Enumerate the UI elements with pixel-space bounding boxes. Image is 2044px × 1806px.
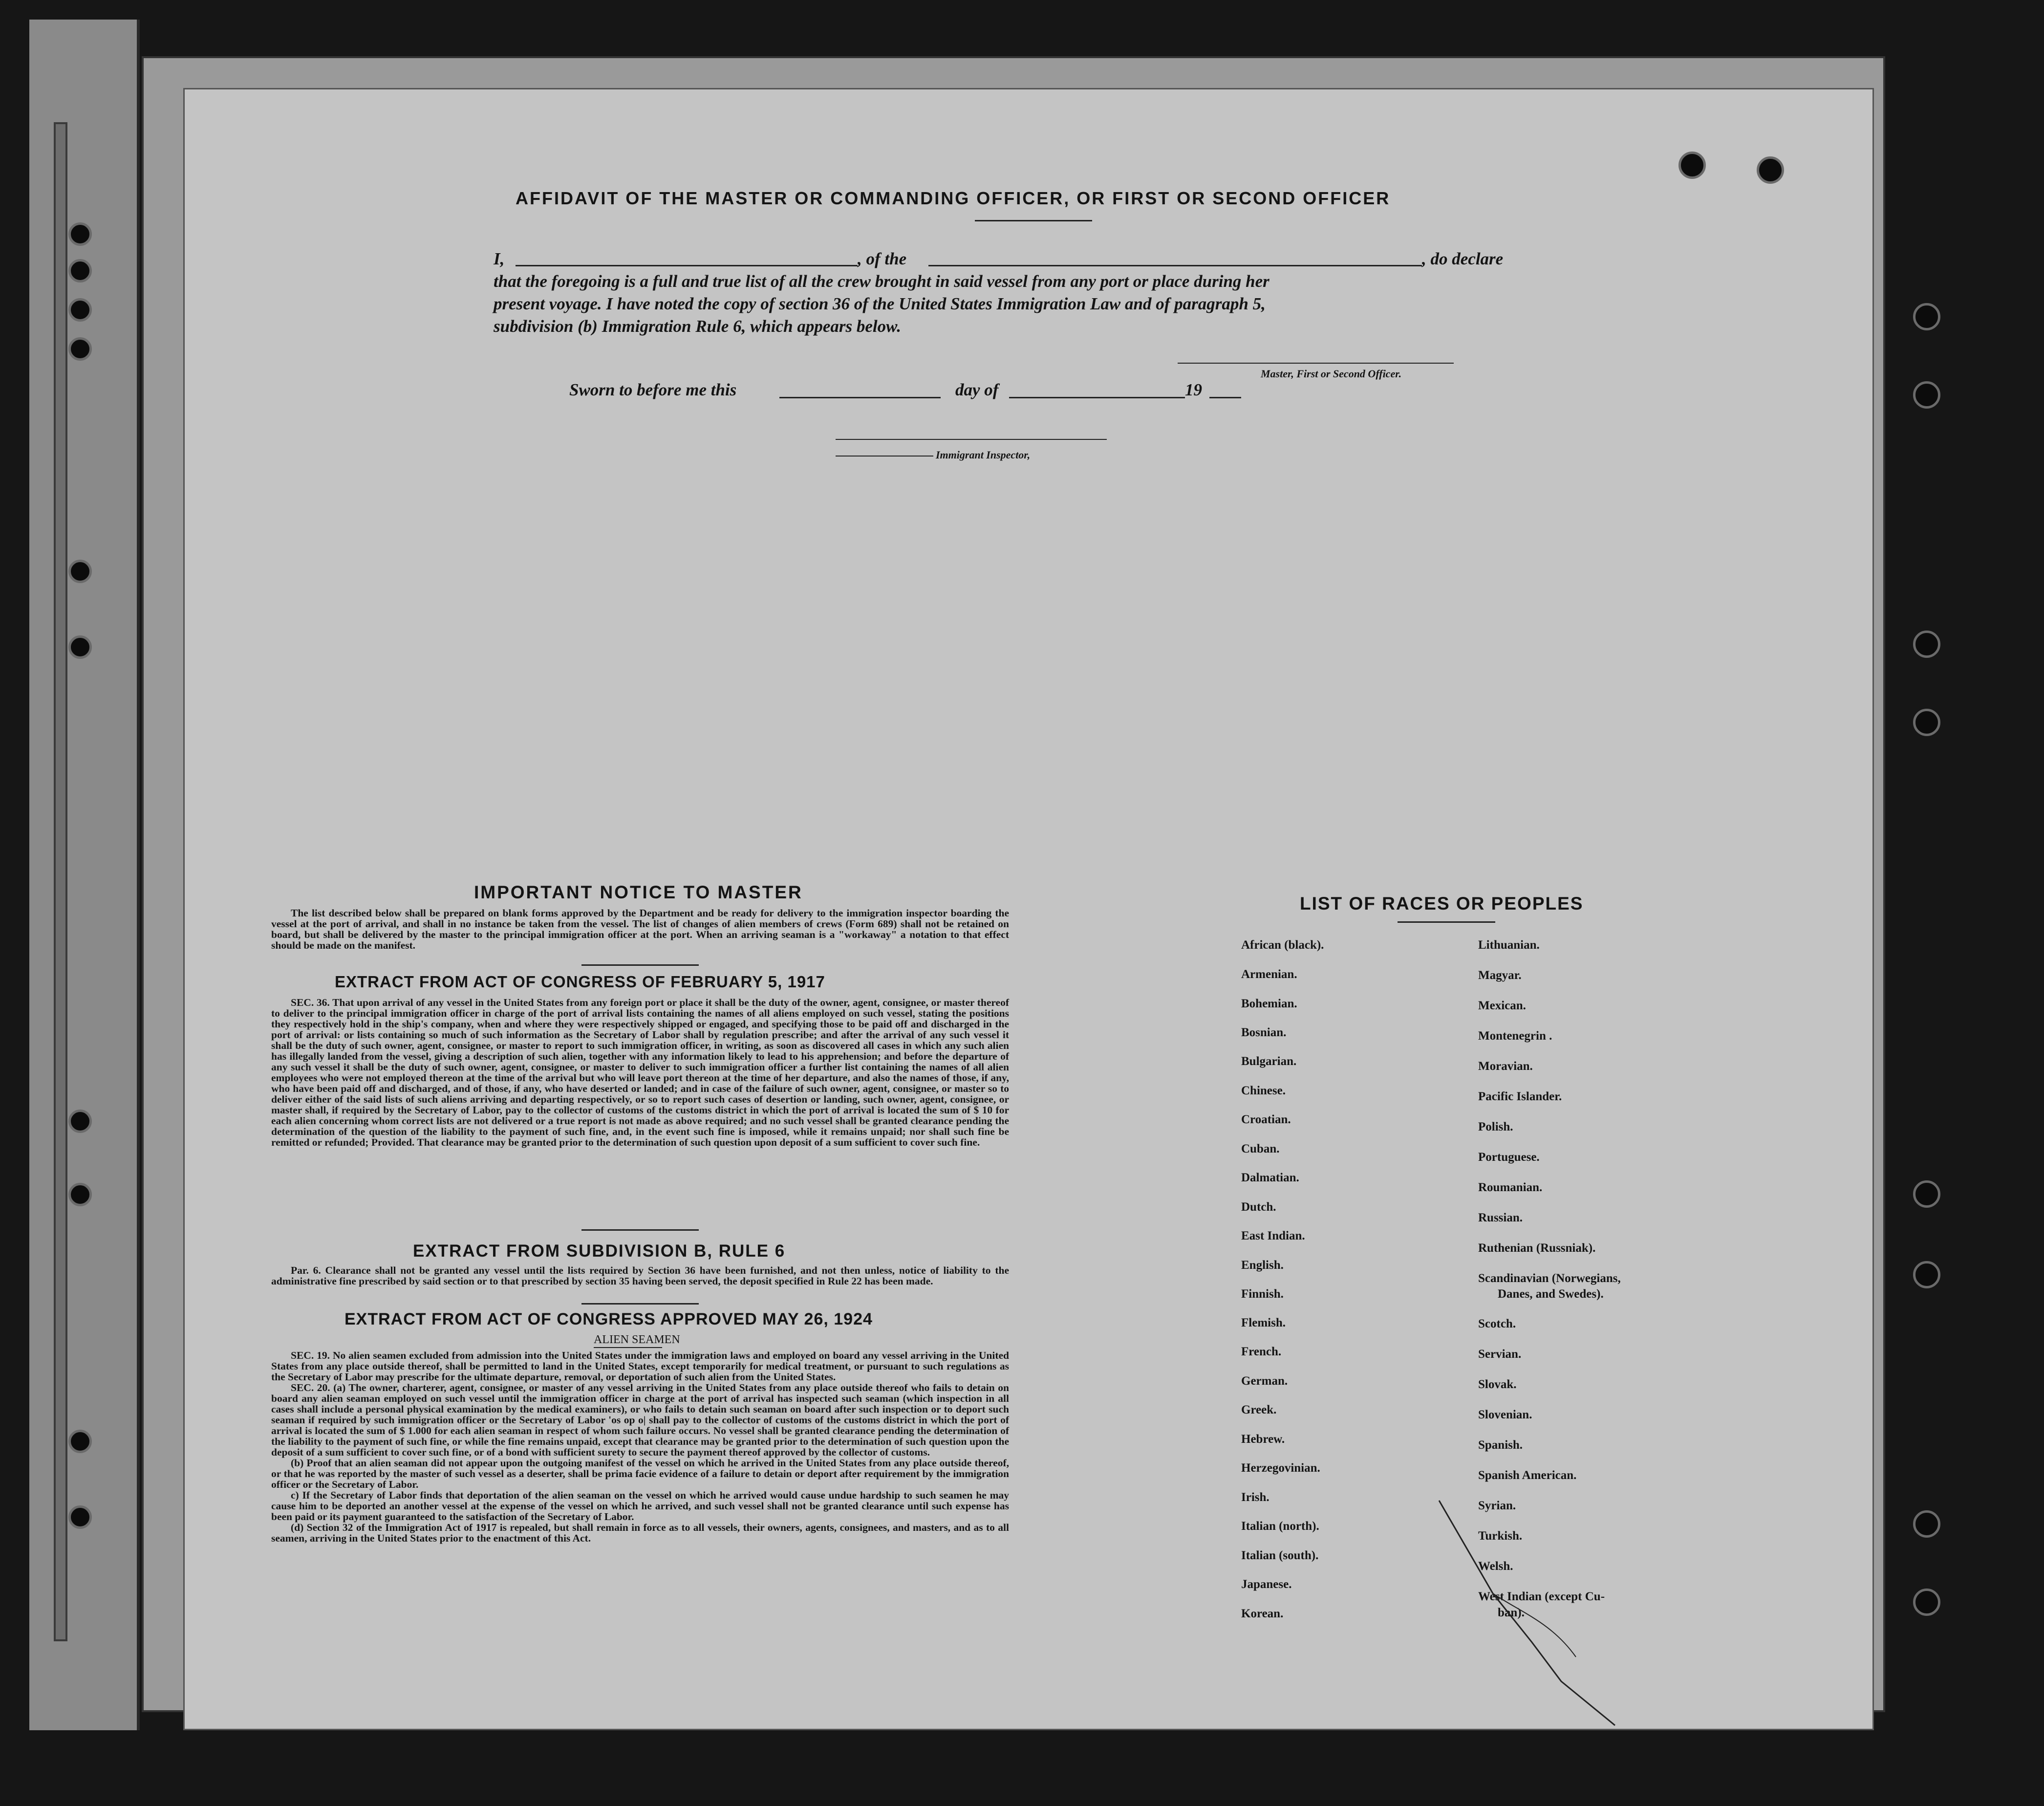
race-item: Irish. xyxy=(1241,1491,1269,1504)
punch-hole-icon xyxy=(68,222,92,246)
signature-line[interactable] xyxy=(1178,363,1454,364)
extract-1917-divider xyxy=(581,1229,699,1231)
races-title-underline xyxy=(1398,921,1495,923)
race-item: Polish. xyxy=(1478,1120,1513,1133)
race-item: Italian (north). xyxy=(1241,1520,1319,1533)
race-item: Flemish. xyxy=(1241,1316,1286,1329)
race-item: Montenegrin . xyxy=(1478,1029,1552,1043)
race-item: Roumanian. xyxy=(1478,1181,1543,1194)
race-item: Armenian. xyxy=(1241,968,1297,981)
punch-hole-icon xyxy=(68,1505,92,1529)
race-item: West Indian (except Cu- xyxy=(1478,1590,1605,1603)
year-prefix: 19 xyxy=(1185,380,1202,399)
signature-label: Master, First or Second Officer. xyxy=(1261,368,1402,380)
race-item: Scotch. xyxy=(1478,1317,1516,1330)
extract-1917-text xyxy=(271,997,1009,1148)
race-item: Syrian. xyxy=(1478,1499,1516,1512)
race-item: Servian. xyxy=(1478,1348,1522,1361)
punch-hole-icon xyxy=(68,298,92,322)
punch-hole-icon xyxy=(68,635,92,659)
race-item: Turkish. xyxy=(1478,1529,1523,1543)
race-item: Pacific Islander. xyxy=(1478,1090,1562,1103)
alien-seamen-subtitle: ALIEN SEAMEN xyxy=(594,1333,680,1346)
rule-6-title: EXTRACT FROM SUBDIVISION B, RULE 6 xyxy=(413,1241,786,1261)
rule-6-text xyxy=(271,1265,1009,1286)
inspector-label: Immigrant Inspector, xyxy=(936,449,1031,461)
race-item: Herzegovinian. xyxy=(1241,1461,1320,1475)
race-item: Scandinavian (Norwegians, xyxy=(1478,1272,1621,1285)
punch-hole-icon xyxy=(1757,156,1784,184)
extract-1917-title: EXTRACT FROM ACT OF CONGRESS OF FEBRUARY 5, 1917 xyxy=(335,973,825,991)
punch-hole-icon xyxy=(1913,1588,1940,1616)
punch-hole-icon xyxy=(68,1110,92,1133)
punch-hole-icon xyxy=(1913,303,1940,330)
vessel-blank-line[interactable] xyxy=(928,265,1422,266)
affidavit-line-4: subdivision (b) Immigration Rule 6, which appears below. xyxy=(494,317,901,336)
punch-hole-icon xyxy=(1913,381,1940,409)
sec-20b-paragraph: (b) Proof that an alien seaman did not appear upon the outgoing manifest of the vessel on which he arrived in the United States from any place outside thereof, or that he was reported by the master of such vessel as a deserter, shall be prima facie evidence of a failure to detain or deport after requirement by the immigration officer or the Secretary of Labor. xyxy=(271,1457,1009,1490)
extract-1924-title: EXTRACT FROM ACT OF CONGRESS APPROVED MAY 26, 1924 xyxy=(344,1310,873,1328)
race-item: Italian (south). xyxy=(1241,1549,1319,1562)
race-item: French. xyxy=(1241,1345,1282,1358)
sworn-day-blank[interactable] xyxy=(779,397,941,398)
sec-19-paragraph: SEC. 19. No alien seamen excluded from admission into the United States under the immigration laws and employed on board any vessel arriving in the United States from any place outside thereof, shall be permitted to land in the United States, except temporarily for medical treatment, or pursuant to such regulations as the Secretary of Labor may prescribe for the ultimate departure, removal, or deportation of such alien from the United States. xyxy=(271,1349,1009,1383)
section-36-paragraph: SEC. 36. That upon arrival of any vessel in the United States from any foreign port or place it shall be the duty of the owner, agent, consignee, or master thereof to deliver to the principal immigration officer in charge of the port of arrival lists containing the names of all aliens employed on such vessel, stating the positions they respectively hold in the ship's company, when and where they were respectively shipped or engaged, and specifying those to be paid off and discharged in the port of arrival: or lists containing so much of such information as the Secretary of Labor shall by regulation prescribe; and after the arrival of any such vessel it shall be the duty of such owner, agent, consignee, or master to report to such immigration officer, in writing, as soon as discovered all cases in which any such alien has illegally landed from the vessel, giving a description of such alien, together with any information likely to lead to his apprehension; and before the departure of any such vessel it shall be the duty of such owner, agent, consignee, or master to deliver to such immigration officer a further list containing the names of all alien employees who were not employed thereon at the time of the arrival but who will leave port thereon at the time of her departure, and also the names of those, if any, who have been paid off and discharged, and of those, if any, who have deserted or landed; and in case of the failure of such owner, agent, consignee, or master so to deliver either of the said lists of such aliens arriving and departing respectively, or so to report such cases of desertion or landing, such owner, agent, consignee, or master shall, if required by the Secretary of Labor, pay to the collector of customs of the customs district in which the port of arrival is located the sum of $ 10 for each alien concerning whom correct lists are not delivered or a true report is not made as above required; and no such vessel shall be granted clearance pending the determination of the question of the liability to the payment of such fine, and, in the event such fine is imposed, while it remains unpaid; nor shall such fine be remitted or refunded; Provided. That clearance may be granted prior to the determination of such question upon deposit of a sum sufficient to cover such fine. xyxy=(271,997,1009,1148)
affidavit-of-the: , of the xyxy=(858,249,907,268)
race-item: Slovak. xyxy=(1478,1378,1517,1391)
month-blank[interactable] xyxy=(1009,397,1185,398)
punch-hole-icon xyxy=(1913,1180,1940,1208)
punch-hole-icon xyxy=(1913,709,1940,736)
race-item: Spanish. xyxy=(1478,1438,1523,1452)
race-item: East Indian. xyxy=(1241,1229,1305,1242)
race-item: Japanese. xyxy=(1241,1578,1292,1591)
punch-hole-icon xyxy=(68,337,92,361)
affidavit-line-2: that the foregoing is a full and true list of all the crew brought in said vessel from any port or place during her xyxy=(494,272,1269,291)
race-item: Dutch. xyxy=(1241,1200,1276,1214)
document-page xyxy=(183,88,1874,1730)
race-item: Cuban. xyxy=(1241,1142,1280,1155)
name-blank-line[interactable] xyxy=(516,265,858,266)
notice-divider xyxy=(581,964,699,966)
race-item: Portuguese. xyxy=(1478,1151,1540,1164)
race-item: German. xyxy=(1241,1374,1288,1388)
notice-title: IMPORTANT NOTICE TO MASTER xyxy=(474,882,803,902)
extract-1924-text xyxy=(271,1350,1009,1544)
day-of-text: day of xyxy=(955,380,999,399)
rule-6-paragraph: Par. 6. Clearance shall not be granted any vessel until the lists required by Section 36 have been furnished, and not then unless, notice of liability to the administrative fine prescribed by said section or to that prescribed by section 35 having been served, the deposit specified in Rule 22 has been made. xyxy=(271,1264,1009,1287)
race-item: Bohemian. xyxy=(1241,997,1297,1010)
punch-hole-icon xyxy=(1678,152,1706,179)
race-item: Magyar. xyxy=(1478,969,1522,982)
affidavit-line-3: present voyage. I have noted the copy of section 36 of the United States Immigration Law and of paragraph 5, xyxy=(494,294,1266,313)
race-item: Russian. xyxy=(1478,1211,1523,1224)
punch-hole-icon xyxy=(1913,1510,1940,1538)
race-item: Chinese. xyxy=(1241,1084,1286,1097)
race-item: Mexican. xyxy=(1478,999,1526,1012)
punch-hole-icon xyxy=(68,1430,92,1453)
race-item: Hebrew. xyxy=(1241,1433,1285,1446)
races-title: LIST OF RACES OR PEOPLES xyxy=(1300,893,1584,914)
sec-20a-paragraph: SEC. 20. (a) The owner, charterer, agent, consignee, or master of any vessel arriving in the United States from any place outside thereof who fails to detain on board any alien seaman employed on such vessel until the immigration officer in charge at the port of arrival has inspected such seaman (which inspection in all cases shall include a personal physical examination by the medical examiners), or who fails to detain such seaman on board after such inspection or to deport such seaman if required by such immigration officer or the Secretary of Labor 'os op o| shall pay to the collector of customs of the customs district in which the port of arrival is located the sum of $ 1.000 for each alien seaman in respect of whom such failure occurs. No vessel shall be granted clearance pending the determination of the liability to the payment of such fine, or while the fine remains unpaid, except that clearance may be granted prior to the determination of such question upon the deposit of a sum sufficient to cover such fine, or of a bond with sufficient surety to secure the payment thereof approved by the collector of customs. xyxy=(271,1382,1009,1458)
binder-strip xyxy=(54,122,67,1641)
race-item: Korean. xyxy=(1241,1607,1284,1620)
inspector-line-short xyxy=(836,456,933,457)
sec-20c-paragraph: c) If the Secretary of Labor finds that deportation of the alien seaman on the vessel on which he arrived would cause undue hardship to such seamen he may cause him to be deported an another vessel at the expense of the vessel on which he arrived, and such vessel shall not be granted clearance until such expense has been paid or its payment guaranteed to the satisfaction of the Secretary of Labor. xyxy=(271,1489,1009,1523)
notice-paragraph: The list described below shall be prepared on blank forms approved by the Department and be ready for delivery to the immigration inspector boarding the vessel at the port of arrival, and shall in no instance be taken from the vessel. The list of changes of alien members of crews (Form 689) shall not be retained on board, but shall be delivered by the master to the principal immigration officer at the port. When an arriving seaman is a "workaway" a notation to that effect should be made on the manifest. xyxy=(271,907,1009,951)
inspector-line[interactable] xyxy=(836,439,1107,440)
sworn-text: Sworn to before me this xyxy=(569,380,737,399)
race-item: Greek. xyxy=(1241,1403,1277,1416)
affidavit-do-declare: , do declare xyxy=(1422,249,1504,268)
title-underline xyxy=(975,220,1092,221)
race-item: Croatian. xyxy=(1241,1113,1291,1126)
punch-hole-icon xyxy=(68,1183,92,1206)
race-item: Welsh. xyxy=(1478,1560,1513,1573)
race-item: Danes, and Swedes). xyxy=(1498,1287,1604,1301)
year-blank[interactable] xyxy=(1209,397,1241,398)
race-item: Lithuanian. xyxy=(1478,938,1540,952)
race-item: Bulgarian. xyxy=(1241,1055,1297,1068)
race-item: Dalmatian. xyxy=(1241,1171,1299,1184)
race-item: Bosnian. xyxy=(1241,1026,1287,1039)
punch-hole-icon xyxy=(1913,1261,1940,1288)
punch-hole-icon xyxy=(68,259,92,283)
subtitle-underline xyxy=(594,1347,662,1348)
race-item: Moravian. xyxy=(1478,1060,1533,1073)
notice-text xyxy=(271,908,1009,951)
race-item: Spanish American. xyxy=(1478,1469,1577,1482)
punch-hole-icon xyxy=(1913,631,1940,658)
race-item: Slovenian. xyxy=(1478,1408,1532,1421)
affidavit-title: AFFIDAVIT OF THE MASTER OR COMMANDING OFFICER, OR FIRST OR SECOND OFFICER xyxy=(516,188,1391,208)
race-item: Finnish. xyxy=(1241,1287,1284,1301)
race-item: African (black). xyxy=(1241,938,1324,952)
race-item: English. xyxy=(1241,1259,1284,1272)
race-item: Ruthenian (Russniak). xyxy=(1478,1241,1596,1255)
race-item: ban). xyxy=(1498,1606,1525,1619)
pen-stroke-mark xyxy=(1434,1496,1620,1730)
punch-hole-icon xyxy=(68,560,92,583)
sec-20d-paragraph: (d) Section 32 of the Immigration Act of 1917 is repealed, but shall remain in force as to all vessels, their owners, agents, consignees, and masters, and as to all seamen, arriving in the United States prior to the enactment of this Act. xyxy=(271,1522,1009,1544)
rule-6-divider xyxy=(581,1303,699,1305)
affidavit-i: I, xyxy=(494,249,505,268)
